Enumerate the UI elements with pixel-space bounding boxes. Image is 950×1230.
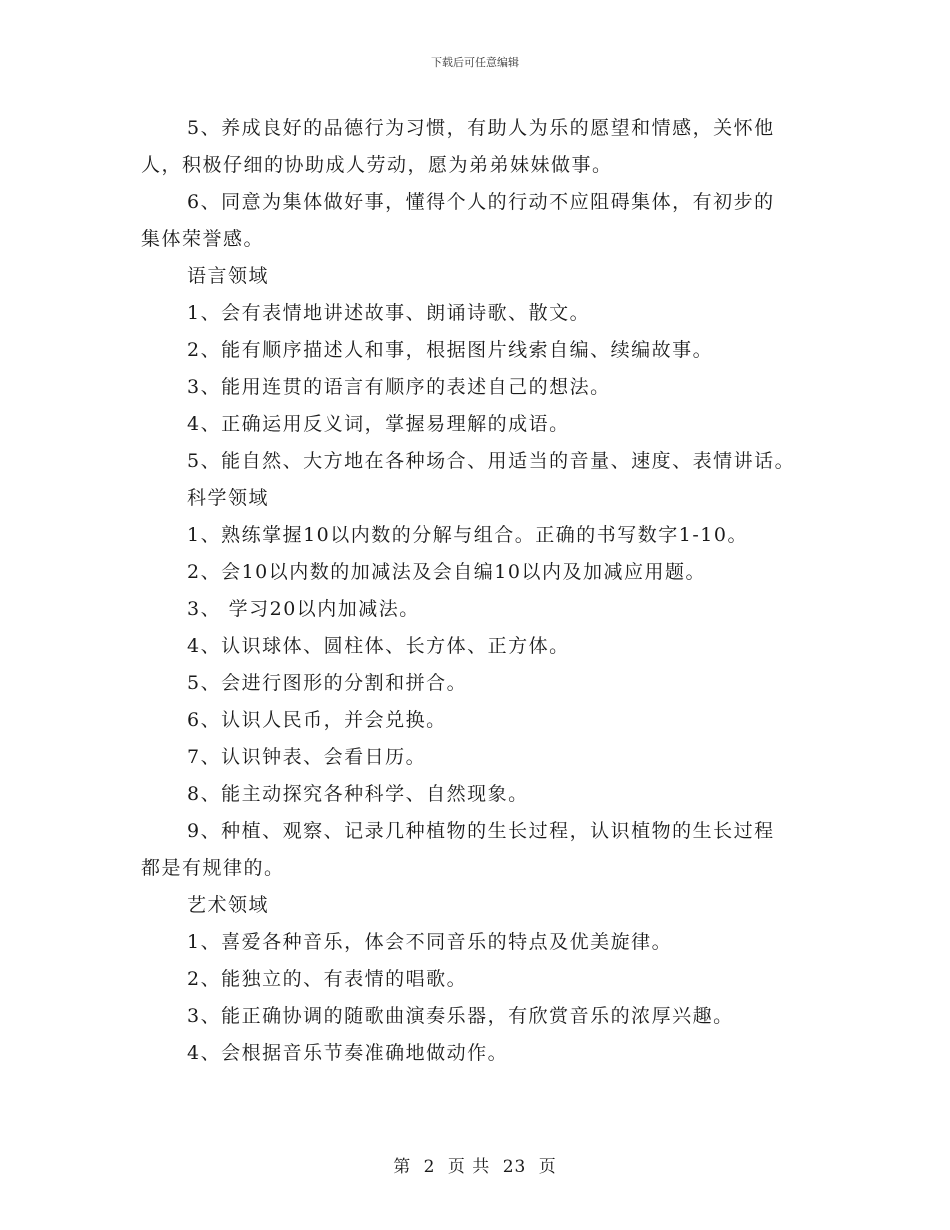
- document-body: [141, 110, 831, 1072]
- text-line: 集体荣誉感。: [141, 228, 265, 250]
- text-line: 人，积极仔细的协助成人劳动，愿为弟弟妹妹做事。: [141, 154, 613, 176]
- text-line: 3、 学习20以内加减法。: [187, 598, 420, 620]
- page-header: 下载后可任意编辑: [431, 56, 519, 69]
- text-line: 2、能有顺序描述人和事，根据图片线索自编、续编故事。: [187, 339, 714, 361]
- footer-prefix: 第: [393, 1157, 412, 1177]
- text-line: 4、正确运用反义词，掌握易理解的成语。: [187, 413, 570, 435]
- text-line: 5、会进行图形的分割和拼合。: [187, 672, 468, 694]
- text-line: 3、能正确协调的随歌曲演奏乐器，有欣赏音乐的浓厚兴趣。: [187, 1005, 734, 1027]
- text-line: 语言领域: [187, 265, 270, 287]
- text-line: 2、能独立的、有表情的唱歌。: [187, 968, 468, 990]
- text-line: 5、能自然、大方地在各种场合、用适当的音量、速度、表情讲话。: [187, 450, 796, 472]
- footer-suffix: 页: [538, 1157, 557, 1177]
- text-line: 2、会10以内数的加减法及会自编10以内及加减应用题。: [187, 561, 706, 583]
- text-line: 科学领域: [187, 487, 270, 509]
- text-line: 7、认识钟表、会看日历。: [187, 746, 427, 768]
- text-line: 1、喜爱各种音乐，体会不同音乐的特点及优美旋律。: [187, 931, 673, 953]
- text-line: 都是有规律的。: [141, 857, 285, 879]
- text-line: 5、养成良好的品德行为习惯，有助人为乐的愿望和情感，关怀他: [187, 117, 775, 139]
- text-line: 4、会根据音乐节奏准确地做动作。: [187, 1042, 509, 1064]
- text-line: 6、同意为集体做好事，懂得个人的行动不应阻碍集体，有初步的: [187, 191, 775, 213]
- footer-middle: 页 共: [447, 1157, 491, 1177]
- page-footer: [0, 1152, 950, 1177]
- text-line: 4、认识球体、圆柱体、长方体、正方体。: [187, 635, 570, 657]
- text-line: 8、能主动探究各种科学、自然现象。: [187, 783, 529, 805]
- text-line: 6、认识人民币，并会兑换。: [187, 709, 447, 731]
- text-line: 1、熟练掌握10以内数的分解与组合。正确的书写数字1-10。: [187, 524, 748, 546]
- text-line: 9、种植、观察、记录几种植物的生长过程，认识植物的生长过程: [187, 820, 775, 842]
- footer-current-page: 2: [423, 1157, 436, 1177]
- footer-total-pages: 23: [502, 1157, 527, 1177]
- text-line: 1、会有表情地讲述故事、朗诵诗歌、散文。: [187, 302, 591, 324]
- text-line: 3、能用连贯的语言有顺序的表述自己的想法。: [187, 376, 611, 398]
- text-line: 艺术领域: [187, 894, 270, 916]
